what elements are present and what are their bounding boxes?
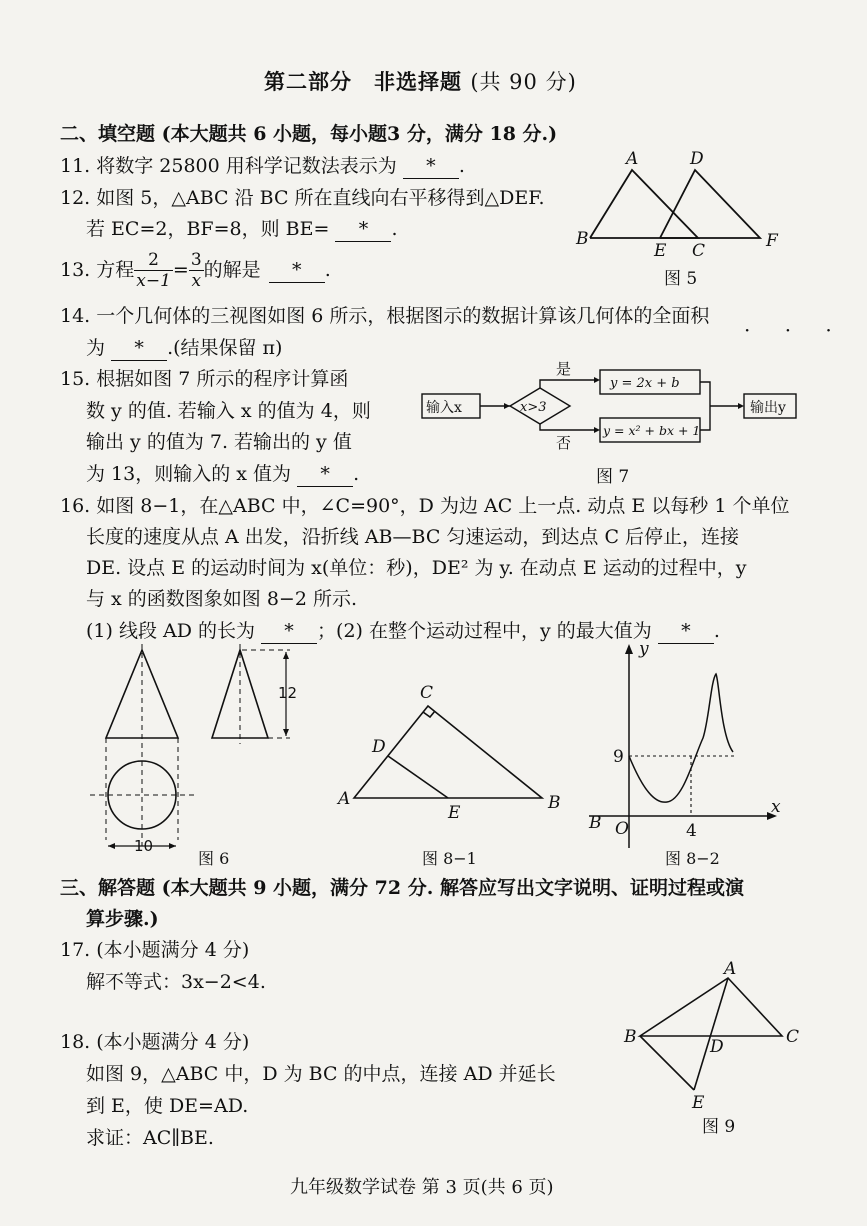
right-angle-mark	[423, 711, 435, 717]
q13-lhs-num: 2	[134, 250, 173, 271]
question-11	[60, 154, 465, 179]
q18-line3: 求证：AC∥BE.	[86, 1127, 214, 1149]
fig5-label-f: F	[766, 231, 778, 251]
q14-line2-suffix: .(结果保留 π)	[167, 337, 283, 359]
q14-answer-blank[interactable]: *	[111, 336, 167, 361]
figure-6	[90, 640, 310, 870]
q12-line2: 若 EC=2，BF=8，则 BE=	[86, 218, 330, 240]
q13-rhs-num: 3	[190, 249, 202, 270]
function-curve	[629, 674, 733, 802]
fig81-label-b: B	[548, 793, 561, 813]
fig7-output: 输出y	[750, 400, 786, 416]
fig7-no: 否	[556, 434, 572, 452]
q16-part2: ；(2) 在整个运动过程中，y 的最大值为	[317, 620, 652, 642]
q16-line1: 16. 如图 8−1，在△ABC 中，∠C=90°，D 为边 AC 上一点. 动点 E 以每秒 1 个单位	[60, 495, 790, 517]
triangle-abc	[590, 170, 698, 238]
merge-line	[700, 382, 710, 430]
fig82-tick-4: 4	[686, 821, 697, 841]
emphasis-dots: · · ·	[744, 318, 846, 342]
q15-line2: 数 y 的值. 若输入 x 的值为 4，则	[86, 400, 371, 422]
fig81-label-d: D	[372, 737, 386, 757]
q16-answer1-blank[interactable]: *	[261, 619, 317, 644]
fig5-label-e: E	[654, 241, 667, 261]
fig5-label-b: B	[576, 229, 589, 249]
part-score: (共 90 分)	[470, 70, 577, 94]
fig5-caption: 图 5	[664, 269, 698, 289]
question-15-line4	[86, 462, 359, 487]
q12-line1: 12. 如图 5，△ABC 沿 BC 所在直线向右平移得到△DEF.	[60, 187, 545, 209]
fig82-x-label: x	[771, 797, 781, 817]
page-title	[264, 70, 577, 94]
fig7-cond: x>3	[520, 400, 547, 415]
question-13	[60, 248, 331, 292]
figure-9	[618, 958, 808, 1138]
q12-end: .	[391, 218, 398, 240]
fig5-label-c: C	[692, 241, 706, 261]
q15-end: .	[353, 463, 360, 485]
q12-answer-blank[interactable]: *	[335, 217, 391, 242]
q16-line4: 与 x 的函数图象如图 8−2 所示.	[86, 588, 358, 610]
fig9-label-a: A	[724, 959, 737, 979]
figure-5	[570, 148, 800, 288]
fig82-caption: 图 8−2	[665, 849, 720, 868]
q13-rhs-fraction	[189, 250, 204, 291]
fig81-label-e: E	[448, 803, 461, 823]
segment-be	[640, 1036, 694, 1090]
q11-text: 11. 将数字 25800 用科学记数法表示为	[60, 155, 397, 177]
q16-answer2-blank[interactable]: *	[658, 619, 714, 644]
figure-8-1	[330, 680, 580, 870]
fig9-label-e: E	[692, 1093, 705, 1113]
q16-line3: DE. 设点 E 的运动时间为 x(单位：秒)，DE² 为 y. 在动点 E 运动的过程中，y	[86, 557, 747, 579]
fig7-formula2: y = x² + bx + 1	[603, 423, 701, 438]
fig9-caption: 图 9	[702, 1117, 736, 1137]
q14-line1: 14. 一个几何体的三视图如图 6 所示，根据图示的数据计算该几何体的全面积	[60, 305, 710, 327]
segment-ae	[694, 978, 728, 1090]
q15-line1: 15. 根据如图 7 所示的程序计算函	[60, 368, 349, 390]
segment-de	[388, 756, 448, 798]
triangle-abc-9	[640, 978, 782, 1036]
q16-part1: (1) 线段 AD 的长为	[86, 620, 255, 642]
fig82-tick-9: 9	[613, 747, 624, 767]
q13-lhs-fraction	[134, 250, 173, 291]
q13-rhs-den: x	[191, 270, 202, 291]
q15-line4: 为 13，则输入的 x 值为	[86, 463, 292, 485]
section2-heading: 二、填空题 (本大题共 6 小题，每小题3 分，满分 18 分.)	[60, 123, 558, 145]
q18-title: 18. (本小题满分 4 分)	[60, 1031, 250, 1053]
fig7-caption: 图 7	[596, 467, 630, 487]
fig6-width: 10	[134, 837, 154, 855]
q14-line2-prefix: 为	[86, 337, 106, 359]
q13-suffix: 的解是	[203, 259, 261, 281]
triangle-def	[660, 170, 760, 238]
fig82-b-label: B	[589, 813, 602, 833]
fig81-label-a: A	[338, 789, 351, 809]
section3-line1: 三、解答题 (本大题共 9 小题，满分 72 分. 解答应写出文字说明、证明过程或演	[60, 877, 744, 899]
fig9-label-d: D	[710, 1037, 724, 1057]
fig6-height: 12	[278, 684, 298, 702]
q15-line3: 输出 y 的值为 7. 若输出的 y 值	[86, 431, 352, 453]
fig81-label-c: C	[420, 683, 434, 703]
q13-lhs-den: x−1	[136, 270, 171, 291]
fig6-caption: 图 6	[198, 849, 230, 868]
q13-answer-blank[interactable]: *	[269, 258, 325, 283]
fig5-label-d: D	[690, 149, 704, 169]
q11-end: .	[458, 155, 465, 177]
figure-7	[420, 360, 810, 490]
figure-8-2	[585, 640, 795, 870]
fig9-label-c: C	[786, 1027, 800, 1047]
fig7-input: 输入x	[426, 400, 462, 416]
part-title: 第二部分 非选择题	[264, 69, 462, 94]
q13-end: .	[324, 259, 331, 281]
arrow-yes	[540, 380, 598, 388]
q11-answer-blank[interactable]: *	[403, 154, 459, 179]
fig5-label-a: A	[626, 149, 639, 169]
q17-title: 17. (本小题满分 4 分)	[60, 939, 250, 961]
q18-line2: 到 E，使 DE=AD.	[86, 1095, 249, 1117]
fig9-label-b: B	[624, 1027, 637, 1047]
arrow-no	[540, 424, 598, 430]
question-12-line2	[86, 217, 398, 242]
fig7-yes: 是	[556, 360, 572, 378]
page-footer: 九年级数学试卷 第 3 页(共 6 页)	[290, 1177, 554, 1198]
q17-text: 解不等式：3x−2<4.	[86, 971, 266, 993]
q18-line1: 如图 9，△ABC 中，D 为 BC 的中点，连接 AD 并延长	[86, 1063, 556, 1085]
section3-line2: 算步骤.)	[86, 908, 159, 930]
fig7-formula1: y = 2x + b	[610, 376, 680, 391]
q15-answer-blank[interactable]: *	[297, 462, 353, 487]
q13-prefix: 13. 方程	[60, 259, 135, 281]
q16-end: .	[713, 620, 720, 642]
q13-eq: =	[172, 259, 189, 281]
q16-line2: 长度的速度从点 A 出发，沿折线 AB—BC 匀速运动，到达点 C 后停止，连接	[86, 526, 740, 548]
question-14-line2	[86, 336, 282, 361]
fig82-y-label: y	[639, 639, 649, 659]
fig82-origin: O	[615, 819, 629, 839]
fig81-caption: 图 8−1	[422, 849, 477, 868]
